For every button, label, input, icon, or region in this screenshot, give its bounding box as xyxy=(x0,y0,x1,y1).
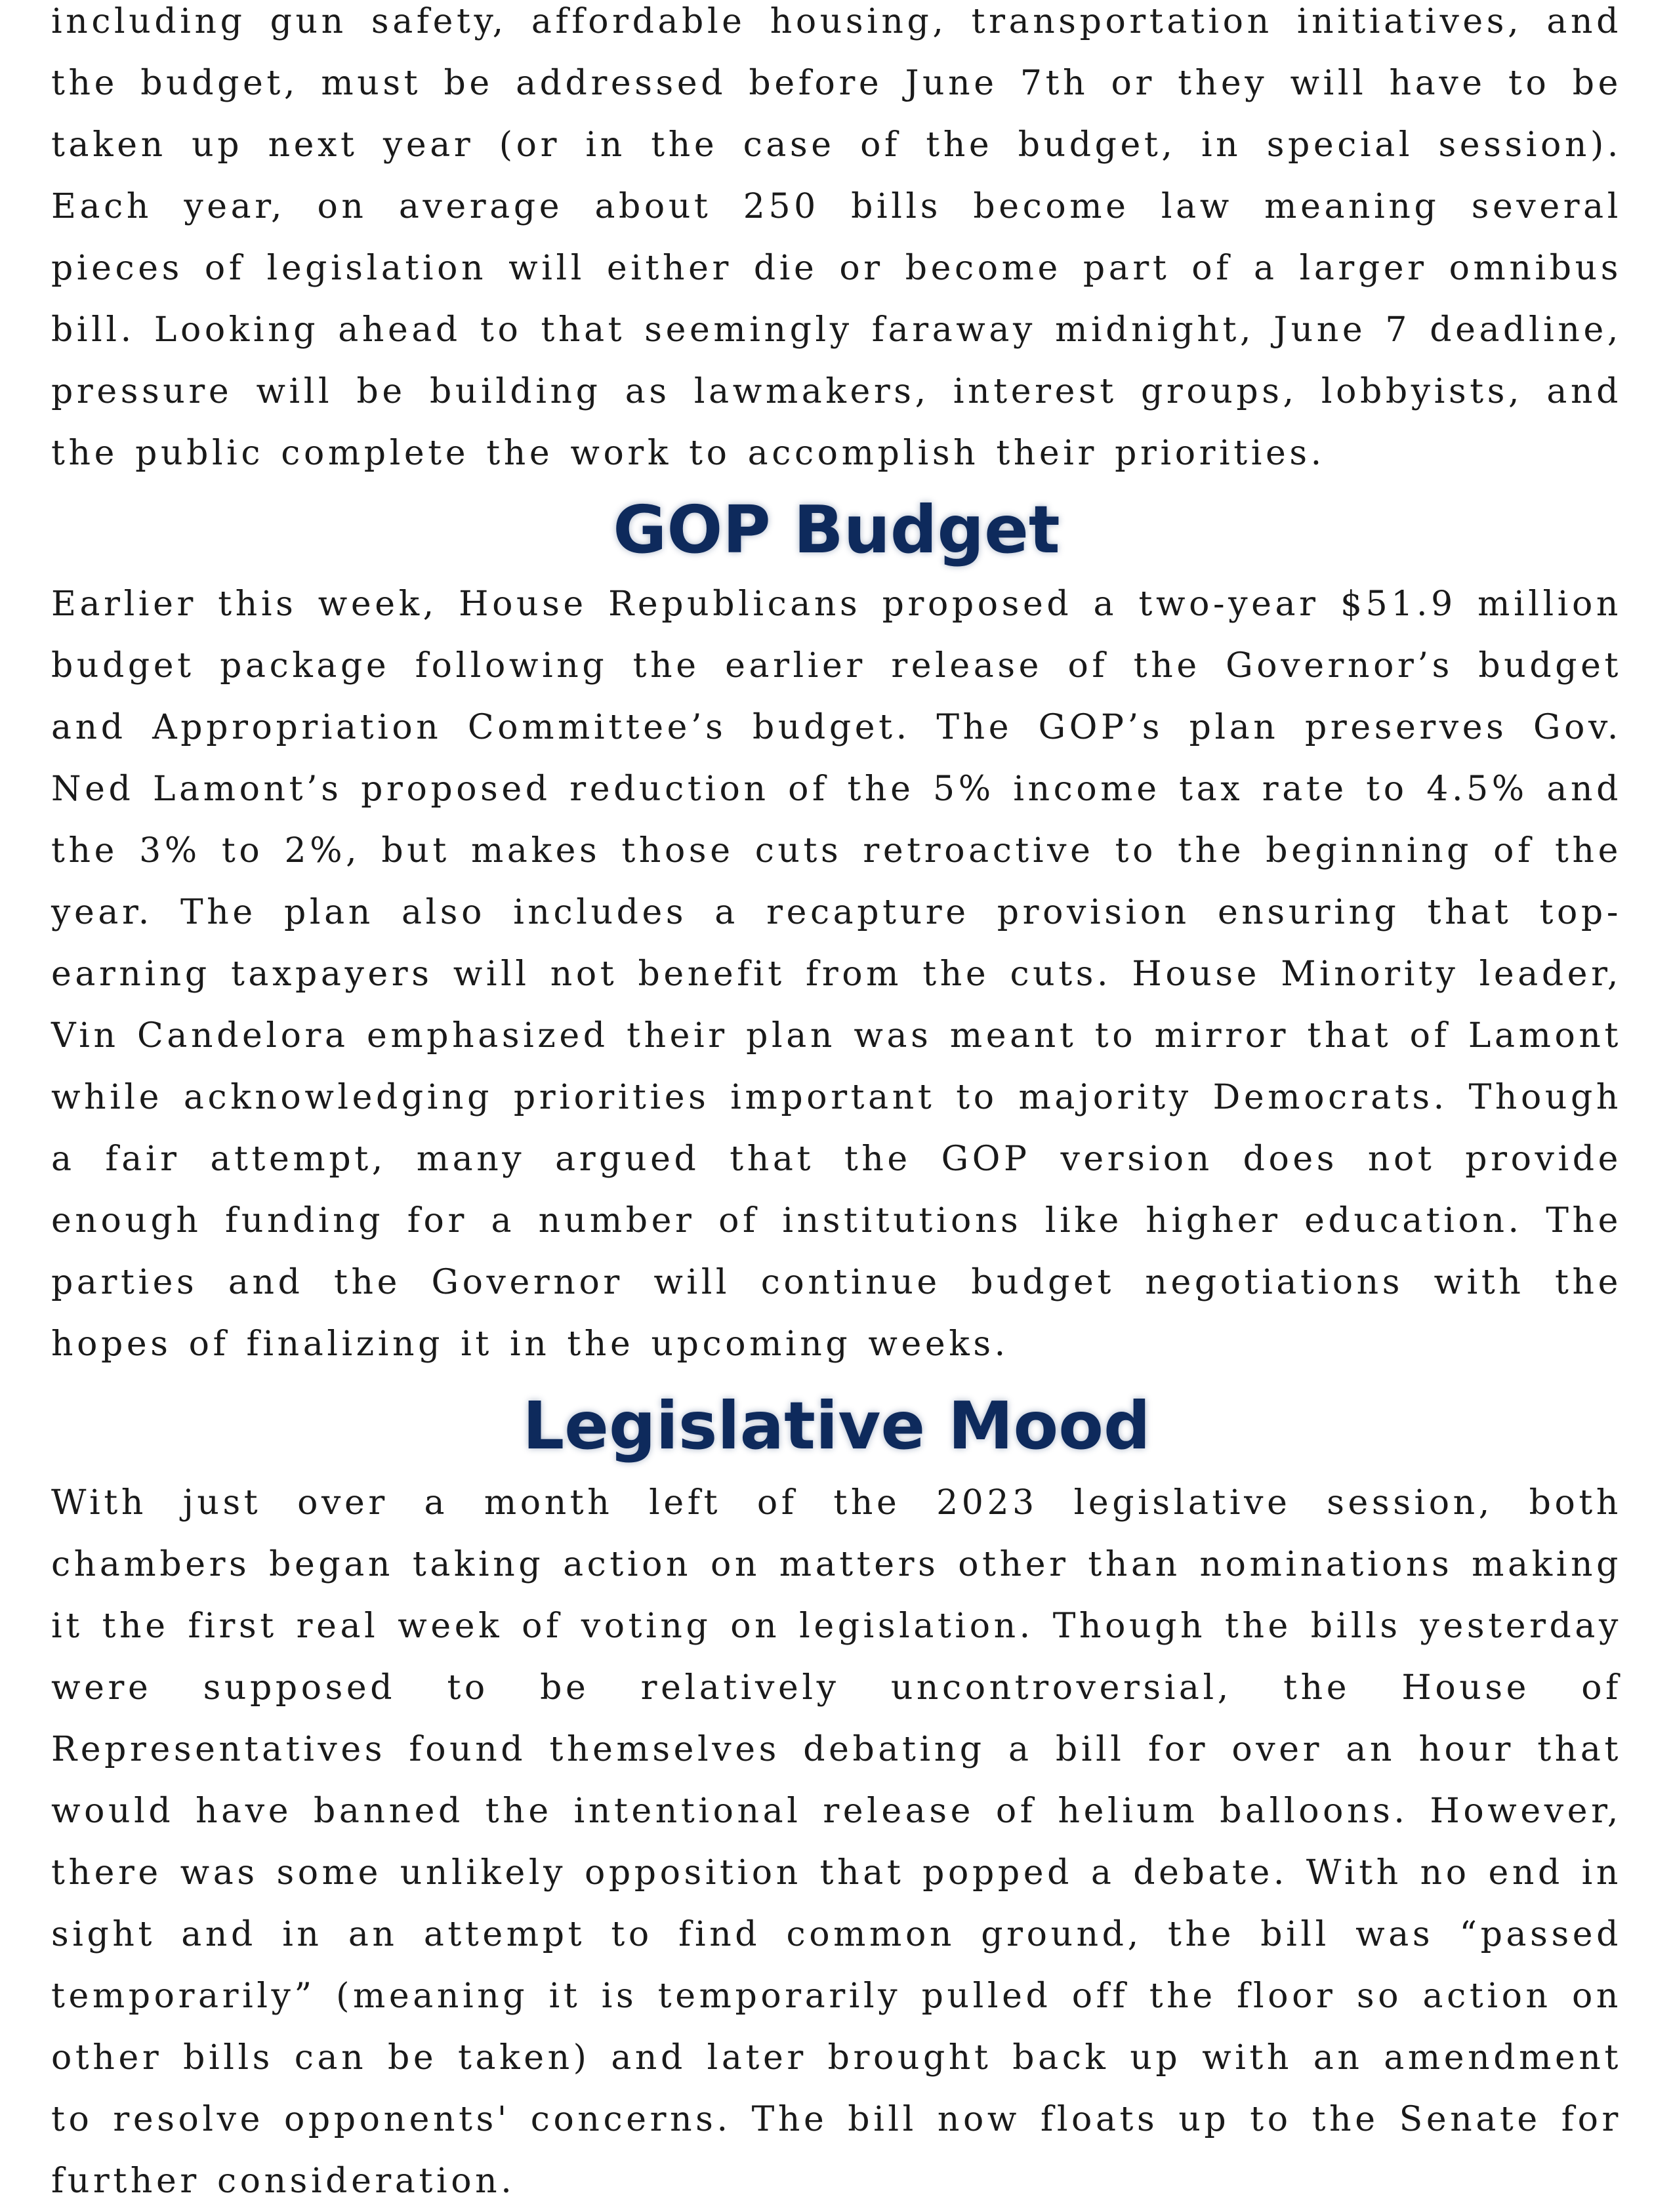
legislative-mood-heading: Legislative Mood xyxy=(522,1387,1151,1464)
gop-budget-paragraph: Earlier this week, House Republicans proposed a two-year $51.9 million budget package following the earlier release of the Governor’s budget and Appropriation Committee’s budget. The GOP’s plan preserves Gov. Ned Lamont’s proposed reduction of the 5% income tax rate to 4.5% and the 3% to 2%, but makes those cuts retroactive to the beginning of the year. The plan also includes a recapture provision ensuring that top-earning taxpayers will not benefit from the cuts. House Minority leader, Vin Candelora emphasized their plan was meant to mirror that of Lamont while acknowledging priorities important to majority Democrats. Though a fair attempt, many argued that the GOP version does not provide enough funding for a number of institutions like higher education. The parties and the Governor will continue budget negotiations with the hopes of finalizing it in the upcoming weeks. xyxy=(51,584,1622,1364)
legislative-mood-paragraph: With just over a month left of the 2023 legislative session, both chambers began taking action on matters other than nominations making it the first real week of voting on legislation. Though the bills yesterday were supposed to be relatively uncontroversial, the House of Representatives found themselves debating a bill for over an hour that would have banned the intentional release of helium balloons. However, there was some unlikely opposition that popped a debate. With no end in sight and in an attempt to find common ground, the bill was “passed temporarily” (meaning it is temporarily pulled off the floor so action on other bills can be taken) and later brought back up with an amendment to resolve opponents' concerns. The bill now floats up to the Senate for further consideration. xyxy=(51,1483,1622,2201)
intro-paragraph: including gun safety, affordable housing, transportation initiatives, and the budget, must be addressed before June 7th or they will have to be taken up next year (or in the case of the budget, in special session). Each year, on average about 250 bills become law meaning several pieces of legislation will either die or become part of a larger omnibus bill. Looking ahead to that seemingly faraway midnight, June 7 deadline, pressure will be building as lawmakers, interest groups, lobbyists, and the public complete the work to accomplish their priorities. xyxy=(51,2,1622,473)
gop-budget-heading: GOP Budget xyxy=(613,491,1060,568)
